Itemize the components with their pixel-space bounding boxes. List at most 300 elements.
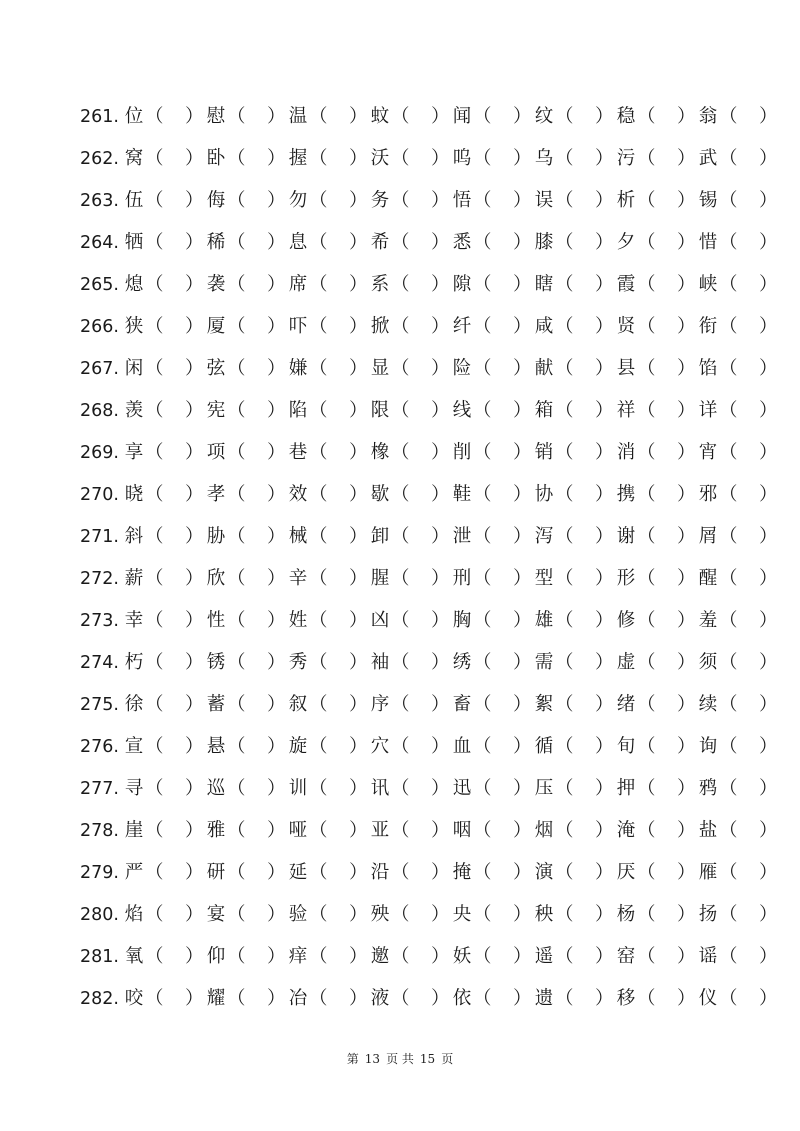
character: 腥 <box>370 568 390 589</box>
open-bracket: （ <box>473 526 492 547</box>
close-bracket: ） <box>759 610 778 631</box>
char-item <box>287 432 367 474</box>
close-bracket: ） <box>759 778 778 799</box>
open-bracket: （ <box>391 358 410 379</box>
close-bracket: ） <box>431 736 450 757</box>
exercise-row <box>80 852 778 894</box>
close-bracket: ） <box>431 904 450 925</box>
char-item <box>287 138 367 180</box>
close-bracket: ） <box>677 736 696 757</box>
open-bracket: （ <box>227 652 246 673</box>
exercise-row <box>80 936 778 978</box>
close-bracket: ） <box>431 568 450 589</box>
open-bracket: （ <box>473 610 492 631</box>
char-item <box>533 390 613 432</box>
char-item <box>369 558 449 600</box>
open-bracket: （ <box>227 484 246 505</box>
close-bracket: ） <box>431 694 450 715</box>
close-bracket: ） <box>759 736 778 757</box>
char-item <box>533 726 613 768</box>
character: 朽 <box>124 652 144 673</box>
character: 熄 <box>124 274 144 295</box>
character: 误 <box>534 190 554 211</box>
close-bracket: ） <box>759 148 778 169</box>
open-bracket: （ <box>637 400 656 421</box>
close-bracket: ） <box>759 316 778 337</box>
open-bracket: （ <box>391 442 410 463</box>
close-bracket: ） <box>513 484 532 505</box>
character: 慰 <box>206 106 226 127</box>
character: 崖 <box>124 820 144 841</box>
close-bracket: ） <box>349 484 368 505</box>
char-item <box>287 96 367 138</box>
close-bracket: ） <box>759 106 778 127</box>
character: 宣 <box>124 736 144 757</box>
character: 息 <box>288 232 308 253</box>
close-bracket: ） <box>759 232 778 253</box>
char-item <box>451 516 531 558</box>
character: 销 <box>534 442 554 463</box>
char-item <box>123 516 203 558</box>
char-item <box>533 96 613 138</box>
char-item <box>533 852 613 894</box>
close-bracket: ） <box>349 820 368 841</box>
char-item <box>123 180 203 222</box>
char-item <box>369 978 449 1020</box>
character: 杨 <box>616 904 636 925</box>
close-bracket: ） <box>431 610 450 631</box>
exercise-row <box>80 726 778 768</box>
close-bracket: ） <box>759 274 778 295</box>
close-bracket: ） <box>595 358 614 379</box>
footer-middle: 页 共 <box>386 1052 414 1066</box>
character: 依 <box>452 988 472 1009</box>
close-bracket: ） <box>595 526 614 547</box>
exercise-row <box>80 978 778 1020</box>
open-bracket: （ <box>391 568 410 589</box>
char-item <box>205 264 285 306</box>
open-bracket: （ <box>473 568 492 589</box>
close-bracket: ） <box>513 316 532 337</box>
row-number: 270. <box>80 485 119 505</box>
close-bracket: ） <box>677 652 696 673</box>
open-bracket: （ <box>473 694 492 715</box>
char-item <box>369 894 449 936</box>
close-bracket: ） <box>185 610 204 631</box>
character: 姓 <box>288 610 308 631</box>
close-bracket: ） <box>185 106 204 127</box>
char-item <box>615 894 695 936</box>
open-bracket: （ <box>555 232 574 253</box>
character: 闻 <box>452 106 472 127</box>
char-item <box>369 222 449 264</box>
char-item <box>287 810 367 852</box>
open-bracket: （ <box>145 274 164 295</box>
close-bracket: ） <box>185 652 204 673</box>
close-bracket: ） <box>513 190 532 211</box>
open-bracket: （ <box>309 400 328 421</box>
char-item <box>615 768 695 810</box>
close-bracket: ） <box>759 442 778 463</box>
char-item <box>369 474 449 516</box>
character: 膝 <box>534 232 554 253</box>
close-bracket: ） <box>759 862 778 883</box>
close-bracket: ） <box>267 274 286 295</box>
close-bracket: ） <box>677 400 696 421</box>
close-bracket: ） <box>677 484 696 505</box>
character: 延 <box>288 862 308 883</box>
character: 烟 <box>534 820 554 841</box>
open-bracket: （ <box>227 442 246 463</box>
character: 握 <box>288 148 308 169</box>
char-item <box>369 726 449 768</box>
close-bracket: ） <box>759 652 778 673</box>
open-bracket: （ <box>637 316 656 337</box>
character: 液 <box>370 988 390 1009</box>
character: 屑 <box>698 526 718 547</box>
char-item <box>123 306 203 348</box>
char-item <box>451 558 531 600</box>
open-bracket: （ <box>145 148 164 169</box>
close-bracket: ） <box>431 946 450 967</box>
open-bracket: （ <box>719 106 738 127</box>
close-bracket: ） <box>431 652 450 673</box>
character: 斜 <box>124 526 144 547</box>
character: 殃 <box>370 904 390 925</box>
character: 析 <box>616 190 636 211</box>
open-bracket: （ <box>227 610 246 631</box>
open-bracket: （ <box>227 568 246 589</box>
open-bracket: （ <box>637 106 656 127</box>
character: 咽 <box>452 820 472 841</box>
char-item <box>615 558 695 600</box>
close-bracket: ） <box>185 694 204 715</box>
row-number: 269. <box>80 443 119 463</box>
close-bracket: ） <box>677 862 696 883</box>
char-item <box>451 432 531 474</box>
char-item <box>697 894 777 936</box>
close-bracket: ） <box>431 148 450 169</box>
open-bracket: （ <box>309 190 328 211</box>
exercise-row <box>80 600 778 642</box>
character: 希 <box>370 232 390 253</box>
character: 胁 <box>206 526 226 547</box>
open-bracket: （ <box>719 988 738 1009</box>
character: 氧 <box>124 946 144 967</box>
character: 悟 <box>452 190 472 211</box>
char-item <box>369 138 449 180</box>
close-bracket: ） <box>595 904 614 925</box>
character: 焰 <box>124 904 144 925</box>
character: 严 <box>124 862 144 883</box>
open-bracket: （ <box>227 778 246 799</box>
close-bracket: ） <box>431 484 450 505</box>
close-bracket: ） <box>677 106 696 127</box>
char-item <box>205 726 285 768</box>
close-bracket: ） <box>185 778 204 799</box>
close-bracket: ） <box>267 988 286 1009</box>
close-bracket: ） <box>267 190 286 211</box>
character: 嫌 <box>288 358 308 379</box>
row-number: 268. <box>80 401 119 421</box>
char-item <box>287 642 367 684</box>
char-item <box>205 936 285 978</box>
character: 须 <box>698 652 718 673</box>
open-bracket: （ <box>555 568 574 589</box>
character: 锡 <box>698 190 718 211</box>
char-item <box>287 852 367 894</box>
close-bracket: ） <box>513 736 532 757</box>
character: 携 <box>616 484 636 505</box>
open-bracket: （ <box>309 442 328 463</box>
close-bracket: ） <box>513 526 532 547</box>
char-item <box>287 180 367 222</box>
open-bracket: （ <box>145 484 164 505</box>
char-item <box>697 264 777 306</box>
character: 隙 <box>452 274 472 295</box>
character: 污 <box>616 148 636 169</box>
close-bracket: ） <box>677 442 696 463</box>
close-bracket: ） <box>759 820 778 841</box>
close-bracket: ） <box>677 820 696 841</box>
close-bracket: ） <box>349 610 368 631</box>
close-bracket: ） <box>431 106 450 127</box>
open-bracket: （ <box>473 820 492 841</box>
character: 训 <box>288 778 308 799</box>
character: 鸦 <box>698 778 718 799</box>
close-bracket: ） <box>267 652 286 673</box>
character: 线 <box>452 400 472 421</box>
open-bracket: （ <box>227 400 246 421</box>
open-bracket: （ <box>309 148 328 169</box>
open-bracket: （ <box>555 484 574 505</box>
char-item <box>697 642 777 684</box>
open-bracket: （ <box>637 274 656 295</box>
close-bracket: ） <box>431 862 450 883</box>
open-bracket: （ <box>309 736 328 757</box>
close-bracket: ） <box>185 148 204 169</box>
char-item <box>123 726 203 768</box>
close-bracket: ） <box>431 526 450 547</box>
open-bracket: （ <box>227 106 246 127</box>
open-bracket: （ <box>719 358 738 379</box>
open-bracket: （ <box>637 736 656 757</box>
close-bracket: ） <box>267 694 286 715</box>
close-bracket: ） <box>595 652 614 673</box>
char-item <box>615 348 695 390</box>
exercise-row <box>80 810 778 852</box>
close-bracket: ） <box>267 232 286 253</box>
char-item <box>369 936 449 978</box>
character: 谢 <box>616 526 636 547</box>
character: 压 <box>534 778 554 799</box>
char-item <box>533 936 613 978</box>
char-item <box>123 978 203 1020</box>
open-bracket: （ <box>227 694 246 715</box>
open-bracket: （ <box>637 148 656 169</box>
character: 卸 <box>370 526 390 547</box>
character: 叙 <box>288 694 308 715</box>
character: 仰 <box>206 946 226 967</box>
char-item <box>615 516 695 558</box>
char-item <box>615 600 695 642</box>
char-item <box>205 810 285 852</box>
close-bracket: ） <box>677 694 696 715</box>
character: 吓 <box>288 316 308 337</box>
open-bracket: （ <box>309 694 328 715</box>
character: 遗 <box>534 988 554 1009</box>
close-bracket: ） <box>267 862 286 883</box>
character: 袭 <box>206 274 226 295</box>
char-item <box>123 768 203 810</box>
close-bracket: ） <box>677 148 696 169</box>
character: 邀 <box>370 946 390 967</box>
char-item <box>451 222 531 264</box>
exercise-row <box>80 516 778 558</box>
character: 谣 <box>698 946 718 967</box>
char-item <box>123 348 203 390</box>
close-bracket: ） <box>513 988 532 1009</box>
open-bracket: （ <box>719 610 738 631</box>
char-item <box>615 96 695 138</box>
open-bracket: （ <box>391 736 410 757</box>
char-item <box>533 768 613 810</box>
char-item <box>123 222 203 264</box>
character: 峡 <box>698 274 718 295</box>
character: 羡 <box>124 400 144 421</box>
char-item <box>287 264 367 306</box>
open-bracket: （ <box>309 274 328 295</box>
character: 寻 <box>124 778 144 799</box>
char-item <box>123 642 203 684</box>
close-bracket: ） <box>185 232 204 253</box>
close-bracket: ） <box>677 568 696 589</box>
character: 形 <box>616 568 636 589</box>
close-bracket: ） <box>349 652 368 673</box>
character: 哑 <box>288 820 308 841</box>
char-item <box>697 726 777 768</box>
open-bracket: （ <box>719 736 738 757</box>
char-item <box>287 978 367 1020</box>
char-item <box>697 600 777 642</box>
close-bracket: ） <box>185 358 204 379</box>
character: 伍 <box>124 190 144 211</box>
close-bracket: ） <box>267 106 286 127</box>
open-bracket: （ <box>473 988 492 1009</box>
open-bracket: （ <box>227 148 246 169</box>
char-item <box>205 600 285 642</box>
open-bracket: （ <box>391 148 410 169</box>
char-item <box>615 180 695 222</box>
character: 祥 <box>616 400 636 421</box>
close-bracket: ） <box>759 988 778 1009</box>
char-item <box>287 600 367 642</box>
close-bracket: ） <box>513 904 532 925</box>
open-bracket: （ <box>555 106 574 127</box>
close-bracket: ） <box>431 358 450 379</box>
close-bracket: ） <box>513 358 532 379</box>
character: 咬 <box>124 988 144 1009</box>
char-item <box>615 978 695 1020</box>
close-bracket: ） <box>185 946 204 967</box>
open-bracket: （ <box>637 946 656 967</box>
open-bracket: （ <box>145 568 164 589</box>
close-bracket: ） <box>513 442 532 463</box>
close-bracket: ） <box>185 526 204 547</box>
close-bracket: ） <box>185 316 204 337</box>
close-bracket: ） <box>677 526 696 547</box>
character: 显 <box>370 358 390 379</box>
close-bracket: ） <box>759 526 778 547</box>
open-bracket: （ <box>145 232 164 253</box>
exercise-row <box>80 390 778 432</box>
character: 蚊 <box>370 106 390 127</box>
open-bracket: （ <box>309 778 328 799</box>
close-bracket: ） <box>759 484 778 505</box>
close-bracket: ） <box>677 778 696 799</box>
open-bracket: （ <box>391 190 410 211</box>
open-bracket: （ <box>473 316 492 337</box>
close-bracket: ） <box>513 820 532 841</box>
exercise-row <box>80 558 778 600</box>
character: 絮 <box>534 694 554 715</box>
char-item <box>697 96 777 138</box>
close-bracket: ） <box>349 778 368 799</box>
close-bracket: ） <box>349 694 368 715</box>
open-bracket: （ <box>637 232 656 253</box>
close-bracket: ） <box>513 568 532 589</box>
character: 刑 <box>452 568 472 589</box>
character: 性 <box>206 610 226 631</box>
open-bracket: （ <box>391 484 410 505</box>
character: 巡 <box>206 778 226 799</box>
char-item <box>697 852 777 894</box>
char-item <box>369 768 449 810</box>
character: 厌 <box>616 862 636 883</box>
exercise-row <box>80 138 778 180</box>
char-item <box>697 768 777 810</box>
char-item <box>697 558 777 600</box>
open-bracket: （ <box>555 862 574 883</box>
exercise-row <box>80 432 778 474</box>
open-bracket: （ <box>637 190 656 211</box>
open-bracket: （ <box>391 988 410 1009</box>
exercise-row <box>80 96 778 138</box>
char-item <box>615 642 695 684</box>
character: 惜 <box>698 232 718 253</box>
character: 巷 <box>288 442 308 463</box>
character: 协 <box>534 484 554 505</box>
char-item <box>369 180 449 222</box>
char-item <box>205 432 285 474</box>
close-bracket: ） <box>513 694 532 715</box>
char-item <box>205 348 285 390</box>
character: 歇 <box>370 484 390 505</box>
row-number: 280. <box>80 905 119 925</box>
char-item <box>615 264 695 306</box>
open-bracket: （ <box>145 904 164 925</box>
char-item <box>369 642 449 684</box>
open-bracket: （ <box>473 148 492 169</box>
character: 泄 <box>452 526 472 547</box>
character: 贤 <box>616 316 636 337</box>
open-bracket: （ <box>555 316 574 337</box>
open-bracket: （ <box>309 904 328 925</box>
character: 演 <box>534 862 554 883</box>
open-bracket: （ <box>227 736 246 757</box>
footer-total-pages: 15 <box>419 1052 436 1066</box>
char-item <box>287 222 367 264</box>
